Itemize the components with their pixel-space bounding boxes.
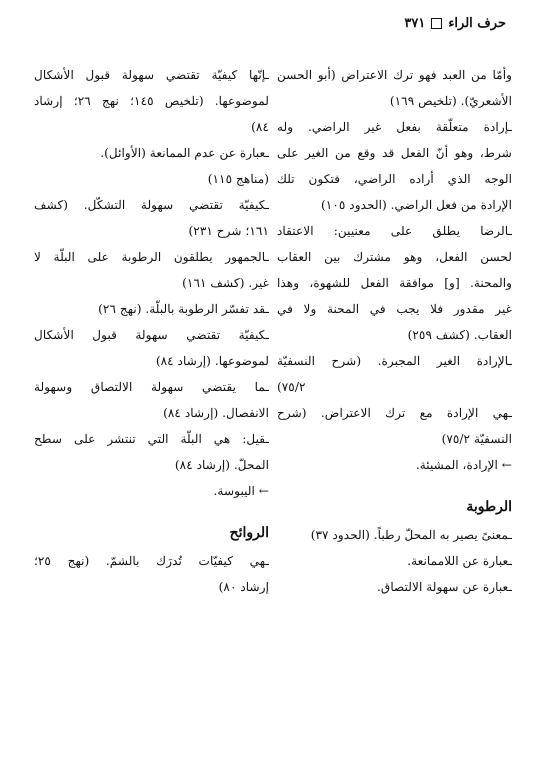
spacer — [277, 478, 512, 492]
text-line: ـعبارة عن سهولة الالتصاق. — [377, 580, 512, 594]
text-line: شرط، وهو أنّ الفعل قد وقع من الغير على — [277, 146, 512, 160]
text-line: ـقيل: هي البلّة التي تنتشر على سطح — [34, 432, 269, 446]
text-line: غير. (كشف ١٦١) — [182, 276, 269, 290]
text-line: الوجه الذي أراده الراضي، فتكون تلك — [277, 172, 512, 186]
text-line: المحلّ. (إرشاد ٨٤) — [174, 458, 269, 472]
text-line: ـإنّها كيفيّة تقتضي سهولة قبول الأشكال — [34, 68, 269, 82]
text-line: إرشاد ٨٠) — [218, 580, 269, 594]
page-number: ٣٧١ — [404, 16, 426, 31]
text-line: ـقد تفسّر الرطوبة بالبلّة. (نهج ٢٦) — [98, 302, 269, 316]
text-line: الانفصال. (إرشاد ٨٤) — [163, 406, 269, 420]
text-line: ـالجمهور يطلقون الرطوبة على البلّة لا — [34, 250, 269, 264]
running-header — [28, 16, 506, 36]
text-line: ـكيفيّة تقتضي سهولة قبول الأشكال — [34, 328, 269, 342]
text-line: ـالإرادة الغير المجبرة. (شرح النسفيّة — [277, 354, 512, 368]
text-line: الأشعريّ). (تلخيص ١٦٩) — [389, 94, 512, 108]
left-column — [34, 62, 269, 600]
text-line: وأمّا من العبد فهو ترك الاعتراض (أبو الحسن — [277, 68, 512, 82]
text-line: ـعبارة عن اللاممانعة. — [407, 554, 512, 568]
text-line: لموضوعها. (إرشاد ٨٤) — [155, 354, 269, 368]
text-line: ← اليبوسة. — [213, 484, 269, 498]
text-line: ← الإرادة، المشيئة. — [415, 458, 512, 472]
text-line: (مناهج ١١٥) — [207, 172, 269, 186]
text-line: لموضوعها. (تلخيص ١٤٥؛ نهج ٢٦؛ إرشاد — [34, 94, 269, 108]
right-column — [277, 62, 512, 600]
text-line: والمحنة. [و] موافقة الفعل للشهوة، وهذا — [277, 276, 512, 290]
text-line: العقاب. (كشف ٢٥٩) — [407, 328, 512, 342]
text-line: ـهي كيفيّات تُدرَك بالشمّ. (نهج ٢٥؛ — [34, 554, 269, 568]
text-line: ـمعنىً يصير به المحلّ رطباً. (الحدود ٣٧) — [310, 528, 512, 542]
text-line: ١٦١؛ شرح ٢٣١) — [188, 224, 269, 238]
square-ornament-icon — [431, 18, 442, 29]
text-line: لحسن الفعل، وهو مشترك بين العقاب — [277, 250, 512, 264]
header-group — [404, 16, 506, 31]
text-line: ـالرضا يطلق على معنيين: الاعتقاد — [277, 224, 512, 238]
text-line: ـإرادة متعلّقة بفعل غير الراضي. وله — [277, 120, 512, 134]
text-line: ـهي الإرادة مع ترك الاعتراض. (شرح — [277, 406, 512, 420]
text-line: غير مقدور فلا يجب في المحنة ولا في — [277, 302, 512, 316]
text-line: ـكيفيّة تقتضي سهولة التشكّل. (كشف — [34, 198, 269, 212]
text-line: ـعبارة عن عدم الممانعة (الأوائل). — [100, 146, 269, 160]
section-heading: الروائح — [229, 525, 269, 541]
text-line: ـما يقتضي سهولة الالتصاق وسهولة — [34, 380, 269, 394]
section-heading: الرطوبة — [466, 499, 512, 515]
text-line: النسفيّة ٧٥/٢) — [441, 432, 512, 446]
text-line: ٨٤) — [251, 120, 269, 134]
chapter-title: حرف الراء — [448, 16, 506, 31]
text-line: الإرادة من فعل الراضي. (الحدود ١٠٥) — [321, 198, 512, 212]
text-line: ٧٥/٢) — [277, 380, 306, 394]
spacer — [34, 504, 269, 518]
